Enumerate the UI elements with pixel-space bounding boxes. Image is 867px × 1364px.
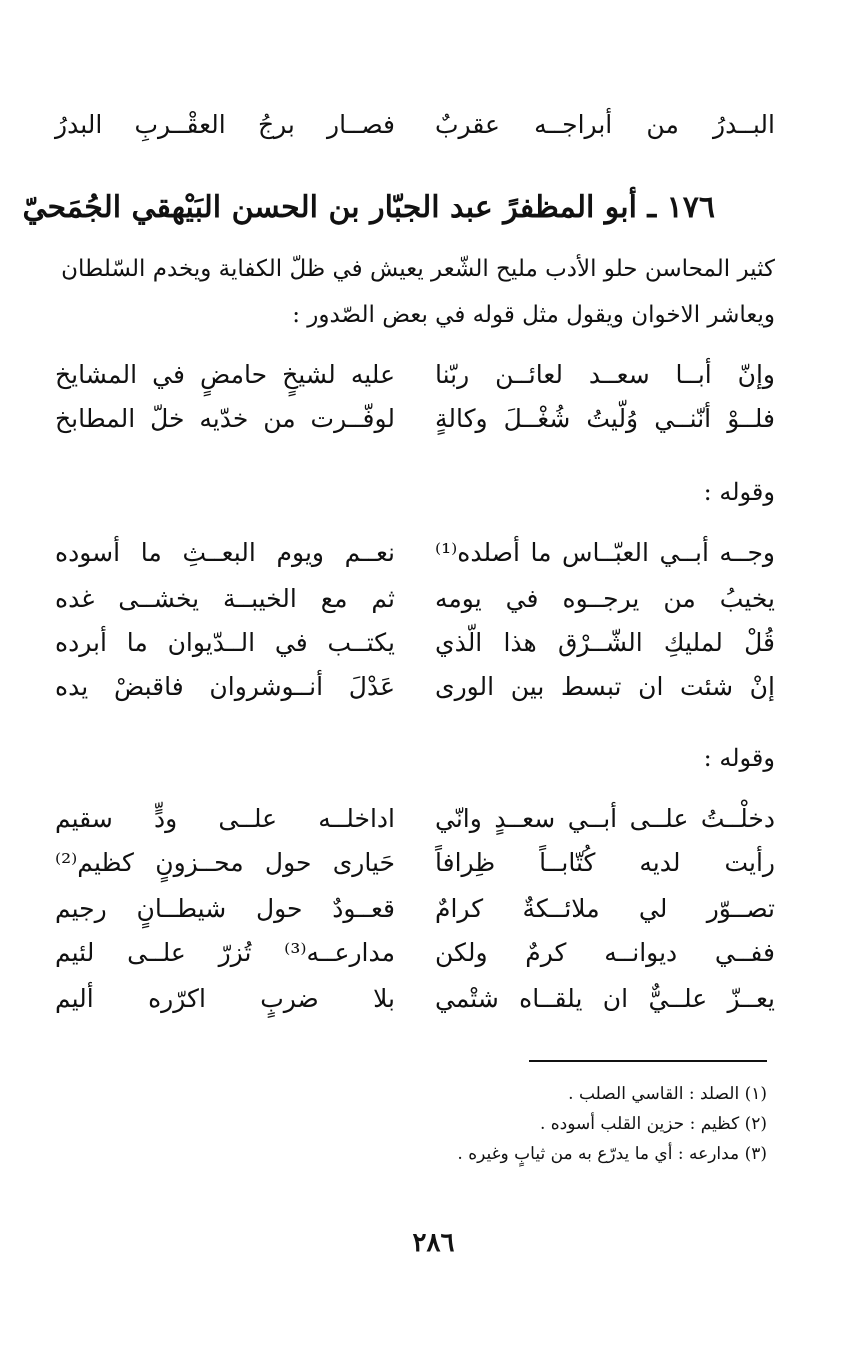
verse-second-hemistich: مدارعــه⁽³⁾ تُزرّ علــى لئيم — [55, 937, 395, 967]
poem2-verse — [55, 620, 775, 664]
intro-line-1: كثير المحاسن حلو الأدب مليح الشّعر يعيش في ظلّ الكفاية ويخدم السّلطان — [61, 256, 775, 282]
poem2-verse — [55, 664, 775, 708]
poem3-verse — [55, 976, 775, 1020]
poem2-label: وقوله : — [703, 478, 775, 506]
verse-first-hemistich: وجــه أبــي العبّــاس ما أصلده⁽¹⁾ — [435, 537, 775, 567]
poem3-verse — [55, 840, 775, 884]
intro-line-2: ويعاشر الاخوان ويقول مثل قوله في بعض الصّدور : — [292, 302, 775, 328]
footnote-3: (٣) مدارعه : أي ما يدرّع به من ثيابٍ وغيره . — [457, 1144, 767, 1164]
verse-second-hemistich: اداخلــه علــى ودٍّ سقيم — [55, 803, 395, 833]
section-title: ١٧٦ ـ أبو المظفرً عبد الجبّار بن الحسن البَيْهقي الجُمَحيّ — [22, 190, 715, 225]
verse-first-hemistich: ففــي ديوانــه كرمٌ ولكن — [435, 937, 775, 967]
verse-first-hemistich: وإنّ أبــا سعــد لعائــن ربّنا — [435, 359, 775, 389]
verse-second-hemistich: عَدْلَ أنــوشروان فاقبضْ يده — [55, 671, 395, 701]
poem1-verse — [55, 396, 775, 440]
poem3-verse — [55, 930, 775, 974]
footnote-1: (١) الصلد : القاسي الصلب . — [568, 1084, 767, 1104]
verse-second-hemistich: فصــار برجُ العقْــربِ البدرُ — [55, 109, 395, 139]
verse-first-hemistich: تصــوّر لي ملائــكةٌ كرامٌ — [435, 893, 775, 923]
verse-second-hemistich: قعــودٌ حول شيطــانٍ رجيم — [55, 893, 395, 923]
verse-second-hemistich: ثم مع الخيبــة يخشــى غده — [55, 583, 395, 613]
poem3-verse — [55, 886, 775, 930]
poem2-verse — [55, 530, 775, 574]
verse-first-hemistich: إنْ شئت ان تبسط بين الورى — [435, 671, 775, 701]
verse-second-hemistich: لوفّــرت من خدّيه خلّ المطابخ — [55, 403, 395, 433]
verse-first-hemistich: يعــزّ علــيٌّ ان يلقــاه شتْمي — [435, 983, 775, 1013]
poem3-verse — [55, 796, 775, 840]
page-number: ٢٨٦ — [412, 1228, 455, 1258]
verse-first-hemistich: البــدرُ من أبراجــه عقربٌ — [435, 109, 775, 139]
verse-first-hemistich: دخلْــتُ علــى أبــي سعــدٍ وانّي — [435, 803, 775, 833]
footnote-2: (٢) كظيم : حزين القلب أسوده . — [539, 1114, 767, 1134]
poem3-label: وقوله : — [703, 744, 775, 772]
verse-first-hemistich: قُلْ لمليكِ الشّــرْق هذا الّذي — [435, 627, 775, 657]
verse-second-hemistich: يكتــب في الــدّيوان ما أبرده — [55, 627, 395, 657]
verse-second-hemistich: عليه لشيخٍ حامضٍ في المشايخ — [55, 359, 395, 389]
verse-second-hemistich: حَيارى حول محــزونٍ كظيم⁽²⁾ — [55, 847, 395, 877]
poem1-verse — [55, 352, 775, 396]
top-verse — [55, 102, 775, 146]
verse-second-hemistich: نعــم ويوم البعــثِ ما أسوده — [55, 537, 395, 567]
verse-second-hemistich: بلا ضربٍ اكرّره أليم — [55, 983, 395, 1013]
footnote-divider — [529, 1060, 767, 1062]
verse-first-hemistich: يخيبُ من يرجــوه في يومه — [435, 583, 775, 613]
verse-first-hemistich: فلــوْ أنّنــي وُلّيتُ شُغْــلَ وكالةٍ — [435, 403, 775, 433]
verse-first-hemistich: رأيت لديه كُتّابــاً ظِرافاً — [435, 847, 775, 877]
poem2-verse — [55, 576, 775, 620]
